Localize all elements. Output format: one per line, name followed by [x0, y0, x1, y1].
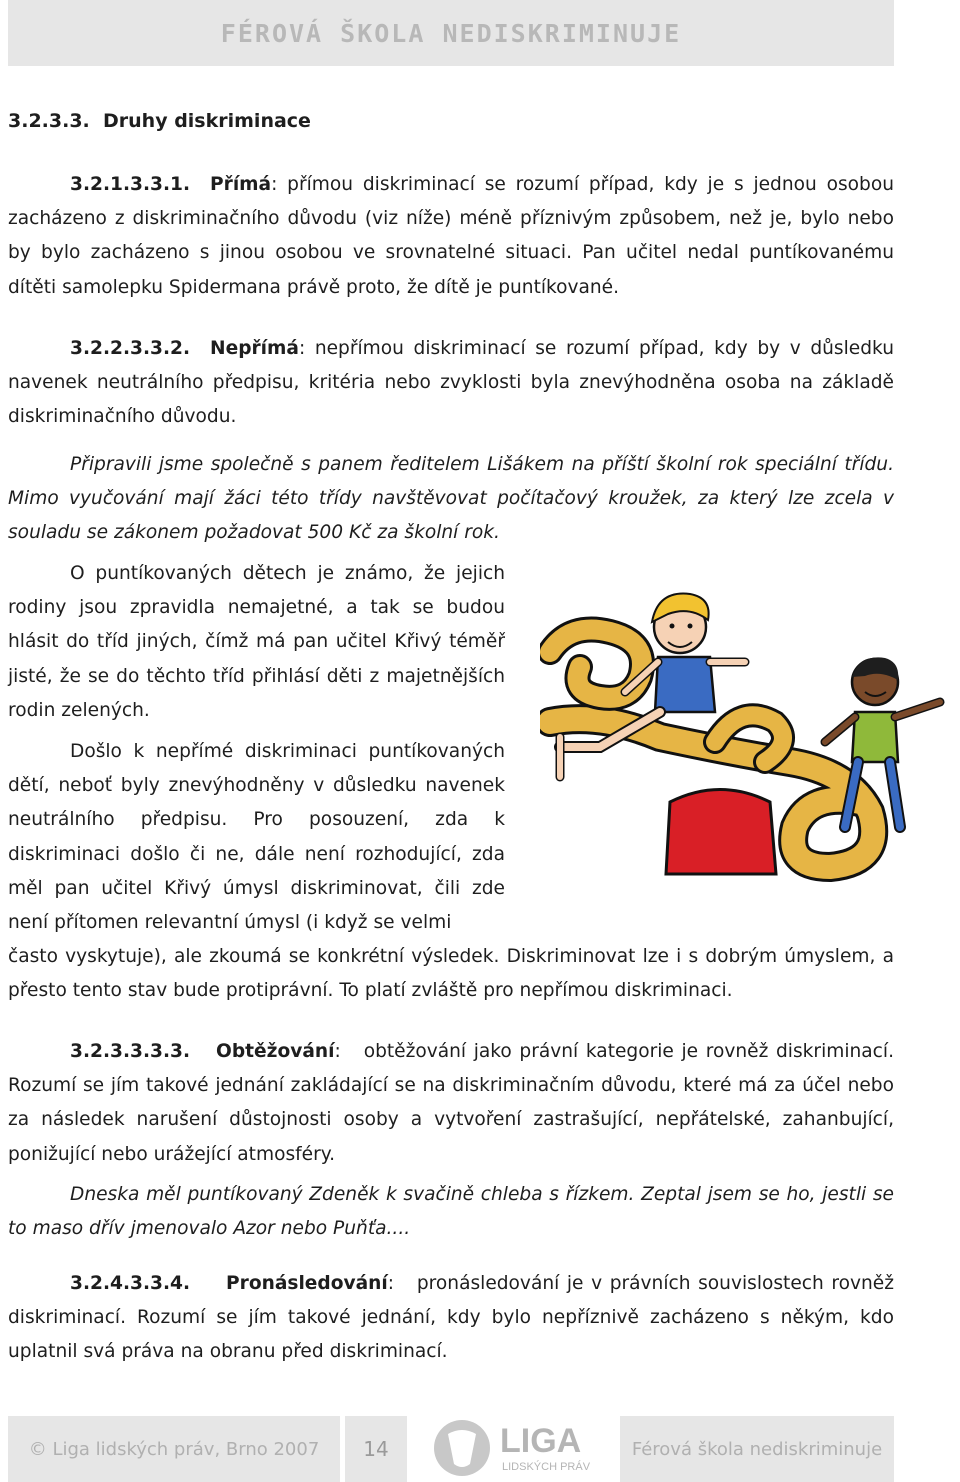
header-title: FÉROVÁ ŠKOLA NEDISKRIMINUJE [220, 18, 682, 48]
section-number: 3.2.3.3. [8, 110, 90, 132]
para-text: : obtěžování jako právní kategorie je rovněž diskriminací. Rozumí se jím takové jednání zakládající se na diskriminačním důvodu, které má za účel nebo za následek narušení důstojnosti osoby a vytvoření zastrašující, nepřátelské, zahanbující, ponižující nebo urážející atmosféry. [8, 1041, 900, 1165]
seesaw-children-illustration [540, 562, 960, 902]
para-number: 3.2.4.3.3.4. [70, 1273, 191, 1294]
para-text: : nepřímou diskriminací se rozumí případ, kdy by v důsledku navenek neutrálního předpisu, kritéria nebo zvyklosti byla znevýhodněna osoba na základě diskriminačního důvodu. [8, 338, 894, 428]
footer-page-box [345, 1416, 407, 1482]
para-text: : pronásledování je v právních souvislostech rovněž diskriminací. Rozumí se jím takové jednání, kdy bylo nepříznivě zacházeno s někým, kdo uplatnil svá práva na obranu před diskriminací. [8, 1273, 900, 1363]
footer-copyright: © Liga lidských práv, Brno 2007 [28, 1438, 320, 1460]
footer-title-box [620, 1416, 894, 1482]
logo-subtext: LIDSKÝCH PRÁV [502, 1461, 591, 1473]
example-special-class: Připravili jsme společně s panem ředitelem Lišákem na příští školní rok speciální třídu. Mimo vyučování mají žáci této třídy navštěvovat počítačový kroužek, za který lze zcela v souladu se zákonem požadovat 500 Kč za školní rok. [8, 454, 894, 544]
logo-text: LIGA [500, 1422, 582, 1460]
para-number: 3.2.1.3.3.1. [70, 174, 191, 195]
term-direct: Přímá [210, 174, 272, 195]
footer-copyright-box [8, 1416, 340, 1482]
section-title: Druhy diskriminace [103, 110, 311, 132]
section-heading [8, 110, 311, 132]
paragraph-dotted-children: O puntíkovaných dětech je známo, že jejich rodiny jsou zpravidla nemajetné, a tak se budou hlásit do tříd jiných, čímž má pan učitel Křivý téměř jisté, že se do těchto tříd přihlásí děti z majetnějších rodin zelených. [8, 563, 505, 721]
example-schnitzel [8, 1178, 894, 1246]
page-header [8, 0, 894, 66]
para-number: 3.2.3.3.3.3. [70, 1041, 191, 1062]
paragraph-indirect-consequence: Došlo k nepřímé diskriminaci puntíkovaných dětí, neboť byly znevýhodněny v důsledku navenek neutrálního předpisu. Pro posouzení, zda k diskriminaci došlo či ne, dále není rozhodující, zda měl pan učitel Křivý úmysl diskriminovat, čili zde není přítomen relevantní úmysl (i když se velmi [8, 741, 505, 934]
paragraph-indirect-discrimination [8, 332, 894, 435]
paragraph-victimisation [8, 1267, 900, 1370]
example-text: Dneska měl puntíkovaný Zdeněk k svačině chleba s řízkem. Zeptal jsem se ho, jestli se to maso dřív jmenovalo Azor nebo Puňťa.... [8, 1184, 894, 1240]
liga-logo [430, 1412, 610, 1482]
para-number: 3.2.2.3.3.2. [70, 338, 191, 359]
term-harassment: Obtěžování [216, 1041, 335, 1062]
paragraph-direct-discrimination [8, 168, 894, 305]
footer-title: Férová škola nediskriminuje [631, 1438, 883, 1460]
red-base [666, 790, 776, 875]
paragraph-continuation: často vyskytuje), ale zkoumá se konkrétní výsledek. Diskriminovat lze i s dobrým úmyslem, a přesto tento stav bude protiprávní. To platí zvláště pro nepřímou diskriminaci. [8, 946, 894, 1002]
term-indirect: Nepřímá [210, 338, 299, 359]
page-number: 14 [363, 1437, 389, 1461]
term-victimisation: Pronásledování [226, 1273, 388, 1294]
paragraph-harassment [8, 1035, 900, 1172]
para-text: : přímou diskriminací se rozumí případ, kdy je s jednou osobou zacházeno z diskriminačního důvodu (viz níže) méně příznivým způsobem, než je, bylo nebo by bylo zacházeno s jinou osobou ve srovnatelné situaci. Pan učitel nedal puntíkovanému dítěti samolepku Spidermana právě proto, že dítě je puntíkované. [8, 174, 894, 298]
